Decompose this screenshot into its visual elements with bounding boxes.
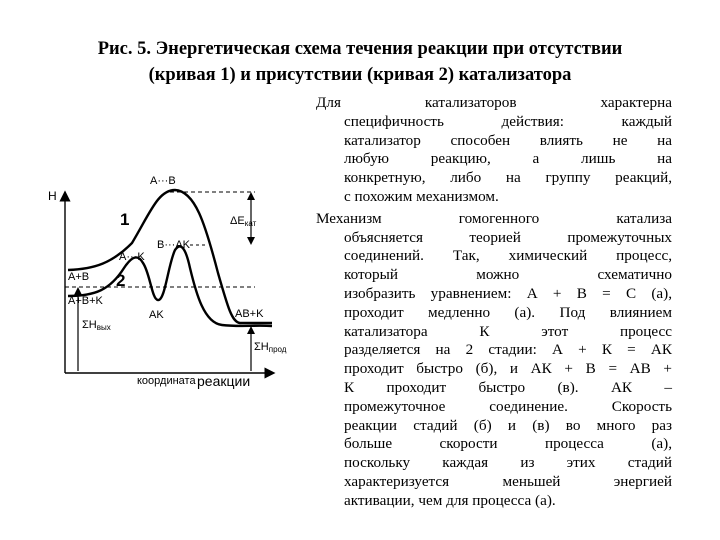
text-line: активации, чем для процесса (а).: [344, 491, 556, 509]
text-line: больше скорости процесса (а),: [344, 435, 672, 453]
text-line: катализатор способен влиять не на: [344, 131, 672, 149]
paragraph-catalyst-specificity: [316, 94, 672, 207]
label-A-B-top: A···B: [150, 175, 176, 187]
text-line: катализатора К этот процесс: [344, 322, 672, 340]
text-line: поскольку каждая из этих стадий: [344, 454, 672, 472]
text-line: конкретную, либо на группу реакций,: [344, 169, 672, 187]
x-axis-label-large: реакции: [197, 373, 251, 389]
label-AB-plus-K: AB+K: [235, 308, 264, 320]
label-AK: AK: [149, 309, 164, 321]
text-line: проходит быстро (б), и АК + В = АВ +: [344, 360, 672, 378]
figure-title-line-1: Рис. 5. Энергетическая схема течения реакции при отсутствии: [97, 39, 623, 59]
text-line: промежуточное соединение. Скорость: [344, 397, 672, 415]
body-text: [316, 94, 672, 511]
text-line: соединений. Так, химический процесс,: [344, 247, 672, 265]
label-A-plus-B-plus-K: A+B+K: [68, 295, 103, 307]
y-axis-label: H: [48, 189, 57, 203]
energy-diagram: [40, 168, 287, 398]
sumH-prod-arrow-head: [247, 326, 255, 334]
paragraph-homogeneous-catalysis: [316, 210, 672, 511]
x-axis-label-small: координата: [137, 375, 196, 387]
label-dE-kat: ΔEкат: [230, 215, 257, 228]
text-line: который можно схематично: [344, 266, 672, 284]
label-B-AK: B···AK: [157, 239, 190, 251]
text-line: Механизм гомогенного катализа: [316, 209, 672, 227]
text-line: К проходит быстро (в). АК –: [344, 378, 672, 396]
dE-arrow-head-up: [247, 192, 255, 200]
text-line: Для катализаторов характерна: [316, 94, 672, 111]
label-curve-1: 1: [120, 210, 130, 229]
figure-title: [0, 36, 720, 88]
text-line: характеризуется меньшей энергией: [344, 472, 672, 490]
text-line: с похожим механизмом.: [344, 187, 499, 205]
figure-title-line-2: (кривая 1) и присутствии (кривая 2) катализатора: [148, 65, 572, 85]
label-curve-2: 2: [116, 271, 126, 290]
text-line: изобразить уравнением: А + В = С (а),: [344, 284, 672, 302]
text-line: объясняется теорией промежуточных: [344, 228, 672, 246]
text-line: любую реакцию, а лишь на: [344, 150, 672, 168]
label-A-K: A···K: [119, 251, 145, 263]
text-line: реакции стадий (б) и (в) во много раз: [344, 416, 672, 434]
text-line: специфичность действия: каждый: [344, 112, 672, 130]
label-sumH-vyh: ΣHвых: [82, 319, 111, 332]
sumH-vyh-arrow-head: [74, 287, 82, 295]
dE-arrow-head-down: [247, 237, 255, 245]
text-line: разделяется на 2 стадии: А + К = АК: [344, 341, 672, 359]
label-sumH-prod: ΣHпрод: [254, 341, 287, 354]
text-line: проходит медленно (а). Под влиянием: [344, 303, 672, 321]
label-A-plus-B: A+B: [68, 271, 90, 283]
